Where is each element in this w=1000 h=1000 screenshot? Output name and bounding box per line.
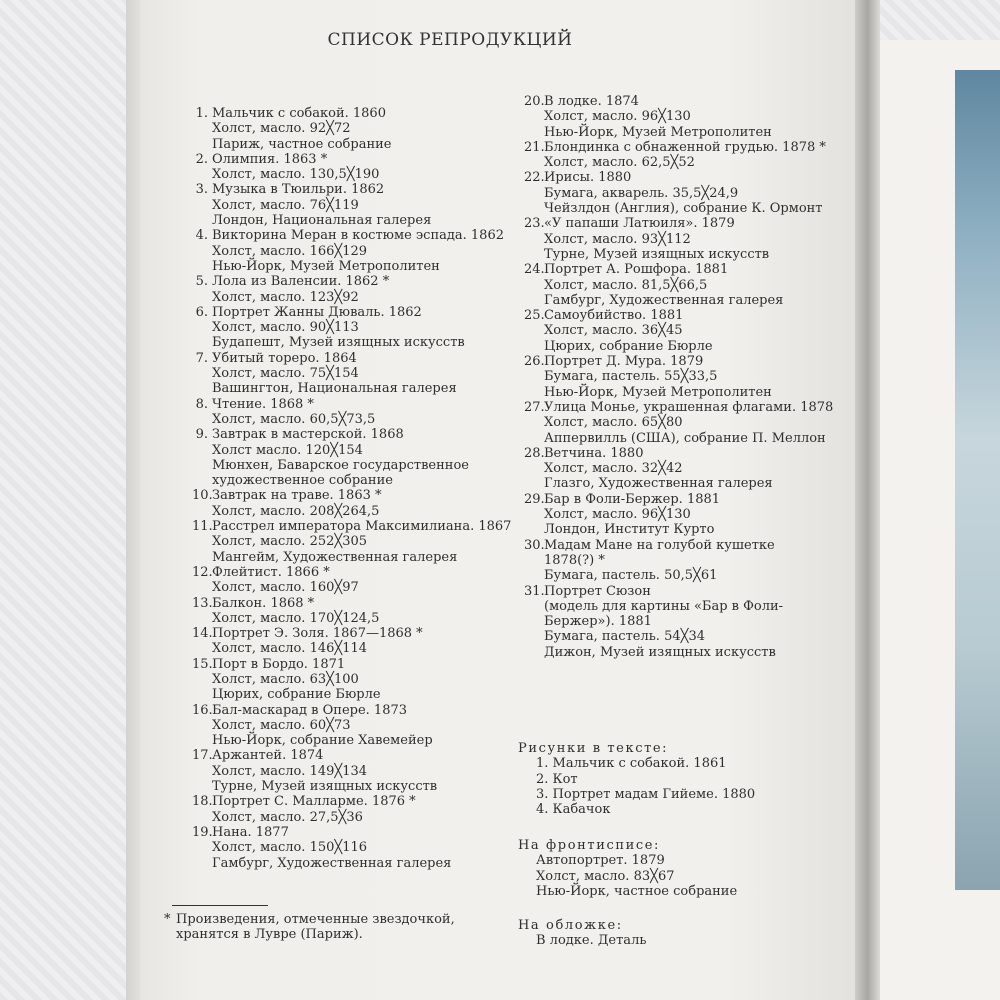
list-item [192, 305, 522, 351]
item-number: 9. [195, 427, 208, 443]
item-number: 4. [195, 228, 208, 244]
book-gutter [855, 0, 880, 1000]
list-item [524, 400, 854, 446]
item-detail: Холст, масло. 76╳119 [212, 197, 359, 213]
item-detail: Дижон, Музей изящных искусств [544, 644, 776, 660]
list-item [192, 794, 522, 825]
item-detail: Турне, Музей изящных искусств [212, 779, 438, 795]
item-detail: Холст, масло. 63╳100 [212, 671, 359, 687]
item-title: Олимпия. 1863 * [212, 151, 328, 167]
item-detail: Нью-Йорк, собрание Хавемейер [212, 733, 433, 749]
item-detail: Холст, масло. 96╳130 [544, 109, 691, 125]
item-title: Балкон. 1868 * [212, 595, 315, 611]
item-title: Мадам Мане на голубой кушетке [544, 537, 775, 553]
item-number: 12. [192, 564, 213, 580]
item-detail: Вашингтон, Национальная галерея [212, 381, 457, 397]
footnote [164, 912, 494, 943]
reproductions-list-right [524, 94, 854, 660]
footnote-star: * [164, 912, 171, 927]
item-number: 23. [524, 216, 545, 232]
item-title: Самоубийство. 1881 [544, 308, 684, 324]
list-item [192, 657, 522, 703]
item-title: Аржантей. 1874 [212, 748, 324, 764]
list-item [524, 262, 854, 308]
item-detail: Мангейм, Художественная галерея [212, 549, 458, 565]
list-item [192, 106, 522, 152]
item-title: Нана. 1877 [212, 824, 289, 840]
frontispiece-line: Автопортрет. 1879 [536, 853, 665, 869]
item-title: Лола из Валенсии. 1862 * [212, 274, 390, 290]
item-detail: Холст, масло. 123╳92 [212, 289, 359, 305]
item-detail: Холст, масло. 60,5╳73,5 [212, 411, 376, 427]
drawings-section [518, 741, 755, 817]
item-title: В лодке. 1874 [544, 94, 639, 109]
item-detail: Холст, масло. 62,5╳52 [544, 155, 695, 171]
item-title: Портрет Жанны Дюваль. 1862 [212, 304, 422, 320]
item-detail: Цюрих, собрание Бюрле [544, 338, 713, 354]
frontispiece-line: Холст, масло. 83╳67 [536, 868, 675, 884]
list-item [192, 703, 522, 749]
list-item [524, 446, 854, 492]
item-detail: Холст масло. 120╳154 [212, 442, 363, 458]
frontispiece-section [518, 838, 737, 899]
frontispiece-line: Нью-Йорк, частное собрание [536, 883, 738, 899]
list-item [192, 274, 522, 305]
item-number: 2. [195, 151, 208, 167]
item-number: 7. [195, 350, 208, 366]
item-detail: художественное собрание [212, 473, 393, 489]
item-title: Бал-маскарад в Опере. 1873 [212, 702, 408, 718]
item-detail: Бумага, пастель. 50,5╳61 [544, 568, 718, 584]
drawing-item: 1. Мальчик с собакой. 1861 [536, 756, 727, 772]
list-item [192, 427, 522, 488]
list-item [192, 228, 522, 274]
item-title: Музыка в Тюильри. 1862 [212, 182, 385, 198]
item-title: Флейтист. 1866 * [212, 564, 330, 580]
item-title: Портрет Сюзон [544, 583, 651, 599]
item-number: 13. [192, 595, 213, 611]
item-detail: Холст, масло. 130,5╳190 [212, 167, 380, 183]
item-number: 14. [192, 626, 213, 642]
reproductions-list-left [192, 106, 522, 871]
item-number: 20. [524, 94, 545, 109]
cover-title: На обложке: [518, 918, 623, 933]
item-detail: Холст, масло. 93╳112 [544, 231, 691, 247]
item-detail: Холст, масло. 65╳80 [544, 415, 683, 431]
list-item [192, 351, 522, 397]
footnote-line: хранятся в Лувре (Париж). [176, 927, 363, 943]
cover-line: В лодке. Деталь [536, 933, 647, 949]
item-number: 15. [192, 656, 213, 672]
item-number: 17. [192, 748, 213, 764]
footnote-line: Произведения, отмеченные звездочкой, [176, 912, 455, 927]
item-number: 19. [192, 824, 213, 840]
item-title: Ветчина. 1880 [544, 445, 644, 461]
item-number: 27. [524, 399, 545, 415]
item-title: Портрет Д. Мура. 1879 [544, 354, 704, 370]
item-detail: Холст, масло. 166╳129 [212, 243, 368, 259]
item-detail: Холст, масло. 252╳305 [212, 534, 368, 550]
item-title: Завтрак в мастерской. 1868 [212, 427, 404, 443]
list-item [524, 308, 854, 354]
item-detail: Холст, масло. 146╳114 [212, 641, 368, 657]
item-detail: Цюрих, собрание Бюрле [212, 687, 381, 703]
item-detail: 1878(?) * [544, 552, 605, 568]
page-title: СПИСОК РЕПРОДУКЦИЙ [327, 30, 573, 50]
item-detail: Нью-Йорк, Музей Метрополитен [544, 384, 772, 400]
item-detail: Холст, масло. 149╳134 [212, 763, 368, 779]
item-detail: Чейзлдон (Англия), собрание К. Ормонт [544, 201, 823, 217]
item-title: Викторина Меран в костюме эспада. 1862 [212, 228, 504, 244]
item-title: Портрет А. Рошфора. 1881 [544, 262, 729, 278]
list-item [524, 354, 854, 400]
list-item [524, 94, 854, 140]
item-number: 1. [195, 106, 208, 121]
item-number: 3. [195, 182, 208, 198]
item-number: 22. [524, 170, 545, 186]
list-item [524, 584, 854, 660]
item-number: 5. [195, 274, 208, 290]
list-item [524, 538, 854, 584]
drawings-title: Рисунки в тексте: [518, 741, 669, 756]
item-title: Чтение. 1868 * [212, 396, 314, 412]
drawing-item: 2. Кот [536, 771, 578, 787]
item-detail: Холст, масло. 160╳97 [212, 580, 359, 596]
item-detail: Холст, масло. 75╳154 [212, 366, 359, 382]
item-detail: Гамбург, Художественная галерея [212, 855, 452, 871]
list-item [192, 488, 522, 519]
list-item [192, 152, 522, 183]
item-title: Бар в Фоли-Бержер. 1881 [544, 491, 721, 507]
item-detail: Холст, масло. 150╳116 [212, 840, 368, 856]
list-item [192, 397, 522, 428]
list-item [524, 216, 854, 262]
item-number: 21. [524, 139, 545, 155]
item-detail: Холст, масло. 208╳264,5 [212, 503, 380, 519]
item-number: 31. [524, 583, 545, 599]
item-number: 11. [192, 519, 213, 535]
item-detail: Глазго, Художественная галерея [544, 476, 773, 492]
item-number: 6. [195, 304, 208, 320]
item-detail: Нью-Йорк, Музей Метрополитен [544, 124, 772, 140]
item-title: Порт в Бордо. 1871 [212, 656, 346, 672]
item-detail: Париж, частное собрание [212, 136, 392, 152]
item-detail: Холст, масло. 60╳73 [212, 717, 351, 733]
footnote-rule [172, 905, 268, 906]
item-title: Мальчик с собакой. 1860 [212, 106, 386, 121]
item-detail: Холст, масло. 90╳113 [212, 320, 359, 336]
item-title: «У папаши Латюиля». 1879 [544, 216, 735, 232]
item-title: Ирисы. 1880 [544, 170, 632, 186]
item-detail: Гамбург, Художественная галерея [544, 292, 784, 308]
item-number: 10. [192, 488, 213, 504]
item-number: 29. [524, 491, 545, 507]
facing-page-illustration [955, 70, 1000, 890]
item-detail: (модель для картины «Бар в Фоли- [544, 598, 784, 614]
item-detail: Холст, масло. 81,5╳66,5 [544, 277, 708, 293]
cover-section [518, 918, 646, 949]
list-item [524, 140, 854, 171]
drawing-item: 4. Кабачок [536, 802, 611, 818]
list-item [192, 182, 522, 228]
item-title: Улица Монье, украшенная флагами. 1878 [544, 399, 834, 415]
item-detail: Бумага, пастель. 54╳34 [544, 629, 705, 645]
item-detail: Аппервилль (США), собрание П. Меллон [544, 430, 826, 446]
item-detail: Холст, масло. 96╳130 [544, 507, 691, 523]
item-title: Портрет Э. Золя. 1867—1868 * [212, 626, 423, 642]
list-item [192, 596, 522, 627]
list-item [524, 170, 854, 216]
item-detail: Холст, масло. 36╳45 [544, 323, 683, 339]
item-title: Убитый тореро. 1864 [212, 350, 357, 366]
item-number: 8. [195, 396, 208, 412]
frontispiece-title: На фронтисписе: [518, 838, 661, 853]
list-item [192, 626, 522, 657]
list-item [192, 825, 522, 871]
item-title: Блондинка с обнаженной грудью. 1878 * [544, 139, 826, 155]
item-detail: Лондон, Институт Курто [544, 522, 715, 538]
item-number: 16. [192, 702, 213, 718]
item-detail: Холст, масло. 170╳124,5 [212, 610, 380, 626]
item-title: Портрет С. Малларме. 1876 * [212, 794, 416, 810]
item-detail: Мюнхен, Баварское государственное [212, 457, 469, 473]
item-detail: Нью-Йорк, Музей Метрополитен [212, 258, 440, 274]
list-item [524, 492, 854, 538]
item-number: 18. [192, 794, 213, 810]
item-detail: Будапешт, Музей изящных искусств [212, 335, 465, 351]
item-detail: Холст, масло. 92╳72 [212, 121, 351, 137]
item-detail: Бержер»). 1881 [544, 614, 652, 630]
item-detail: Бумага, акварель. 35,5╳24,9 [544, 185, 739, 201]
item-number: 24. [524, 262, 545, 278]
item-detail: Холст, масло. 32╳42 [544, 461, 683, 477]
item-number: 25. [524, 308, 545, 324]
list-item [192, 519, 522, 565]
item-detail: Лондон, Национальная галерея [212, 213, 432, 229]
item-number: 26. [524, 354, 545, 370]
list-item [192, 565, 522, 596]
item-detail: Бумага, пастель. 55╳33,5 [544, 369, 718, 385]
item-title: Расстрел императора Максимилиана. 1867 [212, 519, 512, 535]
list-item [192, 748, 522, 794]
item-detail: Турне, Музей изящных искусств [544, 246, 770, 262]
item-number: 30. [524, 537, 545, 553]
item-detail: Холст, масло. 27,5╳36 [212, 809, 363, 825]
item-number: 28. [524, 445, 545, 461]
drawing-item: 3. Портрет мадам Гийеме. 1880 [536, 786, 756, 802]
item-title: Завтрак на траве. 1863 * [212, 488, 382, 504]
